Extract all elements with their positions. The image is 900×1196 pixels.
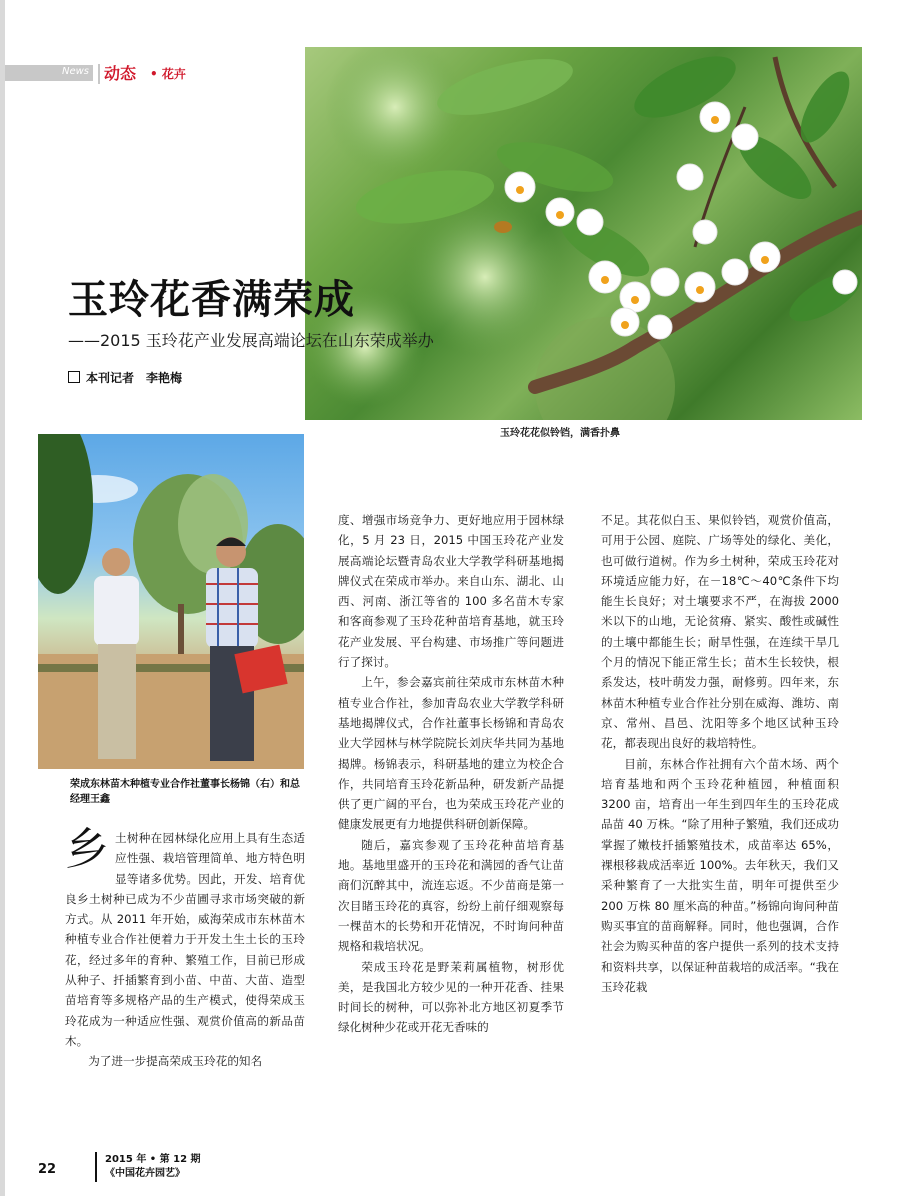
paragraph: 度、增强市场竞争力、更好地应用于园林绿化，5 月 23 日，2015 中国玉玲花产业发展高端论坛暨青岛农业大学教学科研基地揭牌仪式在荣成市举办。来自山东、湖北、山西、河南、浙江等省的 100 多名苗木专家和客商参观了玉玲花种苗培育基地，就玉玲花产业发展、平台构建、市场推广等问题进行了探讨。 xyxy=(338,513,564,670)
footer-rule xyxy=(95,1152,97,1182)
section-title: 动态 xyxy=(104,64,137,83)
body-column-3 xyxy=(601,510,839,997)
paragraph: 上午，参会嘉宾前往荣成市东林苗木种植专业合作社，参加青岛农业大学教学科研基地揭牌仪式，合作社董事长杨锦和青岛农业大学园林与林学院院长刘庆华共同为基地揭牌。杨锦表示，科研基地的建立为校企合作，共同培育玉玲花新品种，研发新产品提供了更广阔的平台，也为荣成玉玲花产业的健康发展更有力地提供科研创新保障。 xyxy=(338,675,564,832)
section-sub xyxy=(150,65,186,82)
hero-caption: 玉玲花花似铃铛，满香扑鼻 xyxy=(500,428,620,439)
hero-flower-photo xyxy=(305,47,862,420)
people-photo-caption: 荣成东林苗木种植专业合作社董事长杨锦（右）和总经理王鑫 xyxy=(70,779,300,805)
section-news-label: News xyxy=(62,66,90,77)
paragraph: 土树种在园林绿化应用上具有生态适应性强、栽培管理简单、地方特色明显等诸多优势。因此，开发、培育优良乡土树种已成为不少苗圃寻求市场突破的新方式。从 2011 年开始，威海荣成市东林苗木种植专业合作社便着力于开发土生土长的玉玲花，经过多年的育种、繁殖工作，目前已形成从种子、扦插繁育到小苗、中苗、大苗、造型苗培育等多规格产品的生产模式，使得荣成玉玲花成为一种适应性强、观赏价值高的新品苗木。 xyxy=(65,831,305,1048)
section-subtitle: 花卉 xyxy=(161,67,186,81)
page-number: 22 xyxy=(38,1162,57,1177)
dropcap: 乡 xyxy=(65,824,109,875)
page-edge-rule xyxy=(0,0,5,1196)
byline-text: 本刊记者 李艳梅 xyxy=(86,371,183,385)
body-column-1 xyxy=(65,824,305,1072)
section-name xyxy=(104,61,136,84)
footer-issue xyxy=(105,1153,201,1181)
section-separator xyxy=(98,64,100,84)
byline-square-icon xyxy=(68,371,80,383)
paragraph: 随后，嘉宾参观了玉玲花种苗培育基地。基地里盛开的玉玲花和满园的香气让苗商们沉醉其中，流连忘返。不少苗商是第一次目睹玉玲花的真容，纷纷上前仔细观察每一棵苗木的长势和开花情况，不时询问种苗规格和栽培状况。 xyxy=(338,837,564,954)
issue-line: 2015 年 • 第 12 期 xyxy=(105,1154,201,1165)
paragraph: 为了进一步提高荣成玉玲花的知名 xyxy=(88,1054,263,1069)
section-dot: • xyxy=(150,67,158,81)
magazine-name: 《中国花卉园艺》 xyxy=(105,1168,185,1179)
body-column-2 xyxy=(338,510,564,1038)
paragraph: 不足。其花似白玉、果似铃铛，观赏价值高，可用于公园、庭院、广场等处的绿化、美化，也可做行道树。作为乡土树种，荣成玉玲花对环境适应能力好，在－18℃～40℃条件下均能生长良好；对土壤要求不严，在海拔 2000 米以下的山地，无论贫瘠、紧实、酸性或碱性的土壤中都能生长；耐旱性强，在连续干旱几个月的情况下能正常生长；苗木生长较快，根系发达，枝叶萌发力强，耐修剪。四年来，东林苗木种植专业合作社分别在威海、潍坊、南京、常州、昌邑、沈阳等多个地区试种玉玲花，都表现出良好的栽培特性。 xyxy=(601,513,839,751)
article-byline xyxy=(68,369,182,386)
article-title: 玉玲花香满荣成 xyxy=(68,277,355,323)
article-subtitle: ——2015 玉玲花产业发展高端论坛在山东荣成举办 xyxy=(68,331,434,350)
paragraph: 荣成玉玲花是野茉莉属植物，树形优美，是我国北方较少见的一种开花香、挂果时间长的树种，可以弥补北方地区初夏季节绿化树种少花或开花无香味的 xyxy=(338,959,564,1035)
paragraph: 目前，东林合作社拥有六个苗木场、两个培育基地和两个玉玲花种植园，种植面积 3200 亩，培育出一年生到四年生的玉玲花成品苗 40 万株。“除了用种子繁殖，我们还成功掌握了嫩枝扦插繁殖技术，成苗率达 65%，裸根移栽成活率近 100%。去年秋天，我们又采种繁育了一大批实生苗，明年可提供至少 200 万株 80 厘米高的种苗。”杨锦向询问种苗购买事宜的苗商解释。同时，他也强调，合作社会为购买种苗的客户提供一系列的技术支持和资料共享，以保证种苗栽培的成活率。“我在玉玲花栽 xyxy=(601,756,839,994)
flower-illustration xyxy=(305,47,862,420)
people-illustration xyxy=(38,434,304,769)
people-photo xyxy=(38,434,304,769)
